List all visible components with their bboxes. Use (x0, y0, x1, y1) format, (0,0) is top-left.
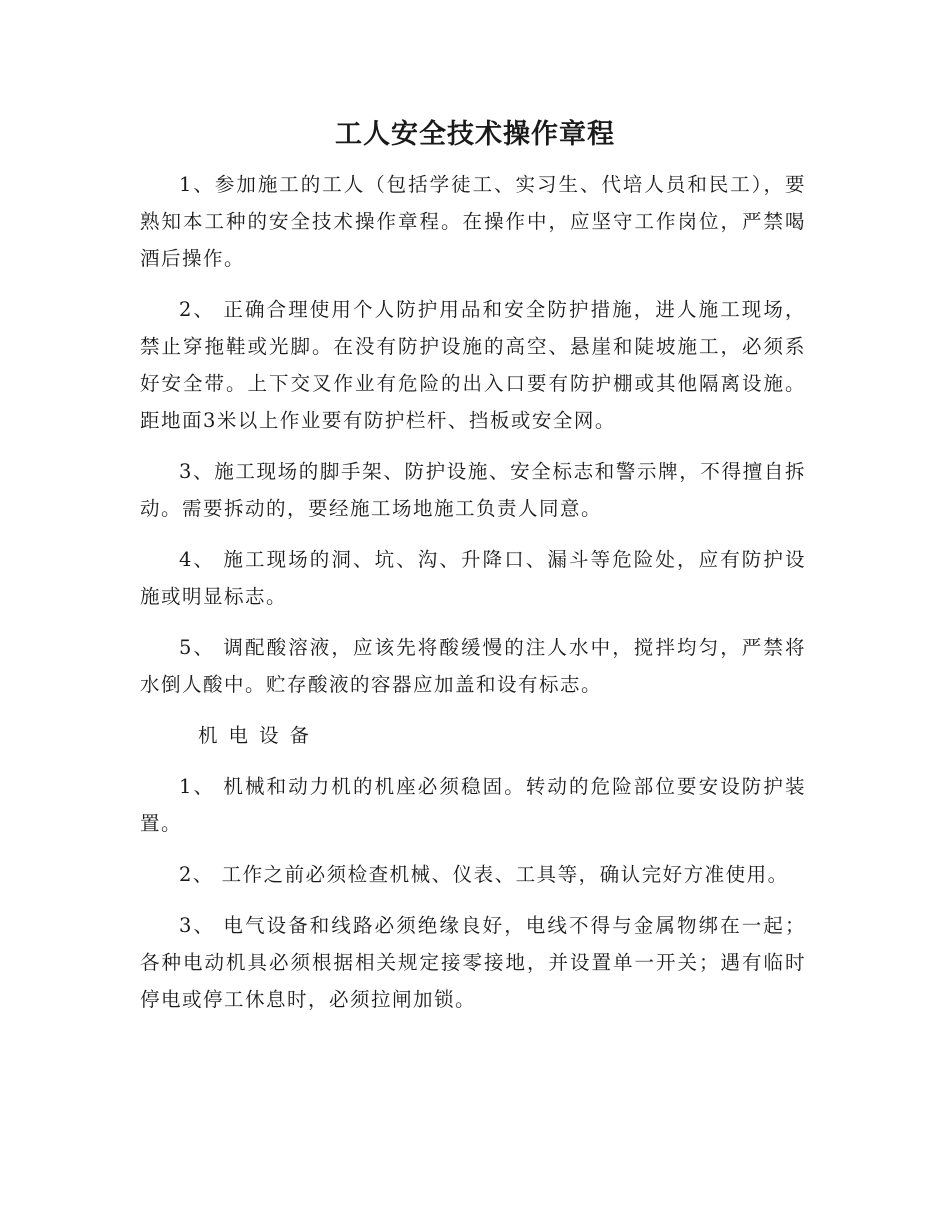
paragraph: 4、 施工现场的洞、坑、沟、升降口、漏斗等危险处，应有防护设施或明显标志。 (140, 548, 806, 608)
paragraph: 3、施工现场的脚手架、防护设施、安全标志和警示牌，不得擅自拆动。需要拆动的，要经施工场地施工负责人同意。 (140, 460, 806, 520)
paragraph: 5、 调配酸溶液，应该先将酸缓慢的注人水中，搅拌均匀，严禁将水倒人酸中。贮存酸液的容器应加盖和设有标志。 (140, 636, 806, 696)
section-paragraph: 3、 电气设备和线路必须绝缘良好，电线不得与金属物绑在一起；各种电动机具必须根据相关规定接零接地，并设置单一开关；遇有临时停电或停工休息时，必须拉闸加锁。 (140, 914, 806, 1011)
section-paragraph: 2、 工作之前必须检查机械、仪表、工具等，确认完好方准使用。 (179, 863, 789, 886)
document-title: 工人安全技术操作章程 (335, 119, 615, 150)
section-paragraph: 1、 机械和动力机的机座必须稳固。转动的危险部位要安设防护装置。 (140, 775, 806, 835)
section-heading: 机电设备 (198, 724, 321, 747)
paragraph: 1、参加施工的工人（包括学徒工、实习生、代培人员和民工），要熟知本工种的安全技术操作章程。在操作中，应坚守工作岗位，严禁喝酒后操作。 (140, 173, 806, 270)
document-body (140, 166, 806, 1032)
paragraph: 2、 正确合理使用个人防护用品和安全防护措施，进人施工现场，禁止穿拖鞋或光脚。在没有防护设施的高空、悬崖和陡坡施工，必须系好安全带。上下交叉作业有危险的出入口要有防护棚或其他隔离设施。距地面3米以上作业要有防护栏杆、挡板或安全网。 (140, 298, 806, 432)
